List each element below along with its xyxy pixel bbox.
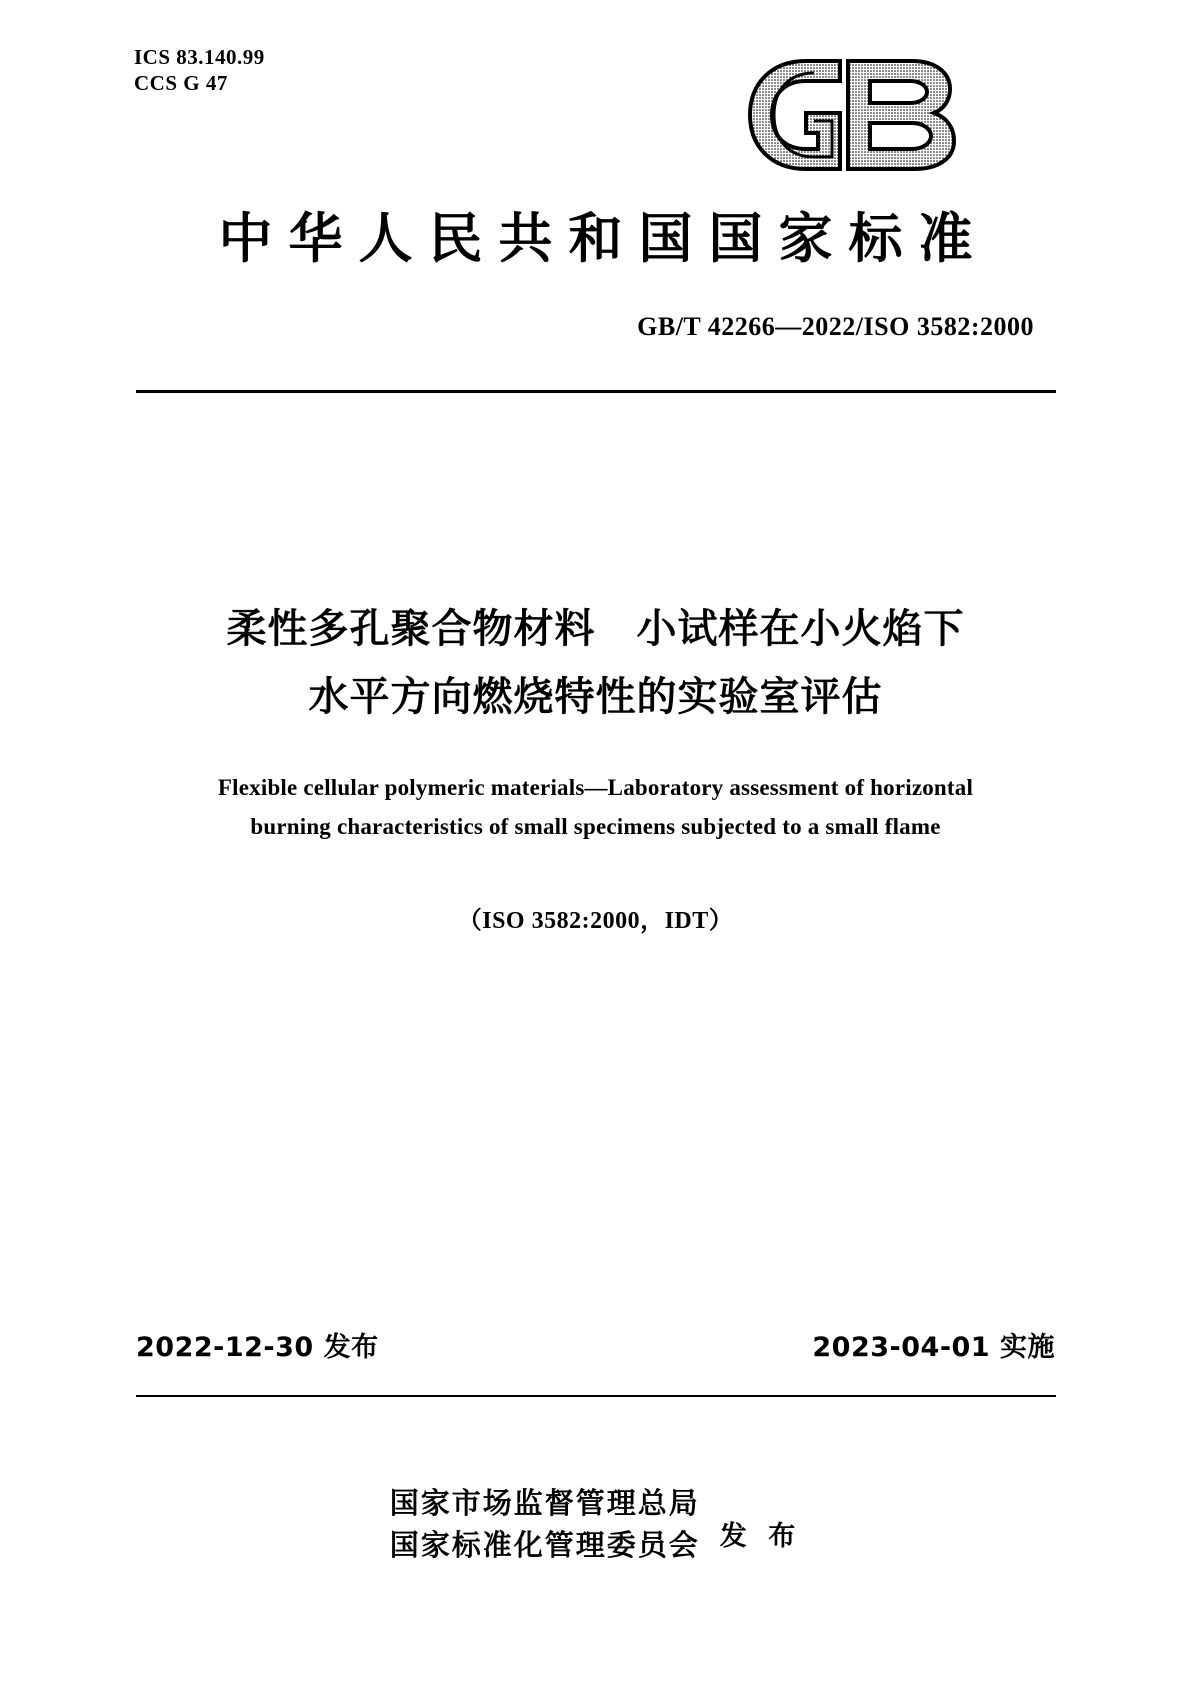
issuer-line-1: 国家市场监督管理总局	[389, 1486, 700, 1520]
divider-top	[136, 390, 1056, 393]
document-title-en-line1: Flexible cellular polymeric materials—Laboratory assessment of horizontal	[217, 775, 974, 800]
divider-bottom	[136, 1395, 1056, 1397]
gb-emblem-icon	[744, 55, 979, 175]
ics-code: ICS 83.140.99	[134, 45, 265, 69]
release-date: 2022-12-30 发布	[136, 1332, 379, 1363]
classification-codes	[134, 44, 265, 96]
issuer-block	[0, 1482, 1191, 1566]
iso-correspondence: （ISO 3582:2000，IDT）	[457, 908, 734, 934]
ccs-code: CCS G 47	[134, 71, 228, 95]
effective-date: 2023-04-01 实施	[812, 1332, 1055, 1363]
issue-verb: 发 布	[719, 1520, 802, 1552]
standard-number: GB/T 42266—2022/ISO 3582:2000	[637, 312, 1034, 341]
issuer-line-2: 国家标准化管理委员会	[389, 1528, 700, 1562]
document-title-cn	[0, 595, 1191, 731]
document-title-en-line2: burning characteristics of small specimens subjected to a small flame	[250, 814, 941, 839]
document-title-cn-line2: 水平方向燃烧特性的实验室评估	[308, 674, 883, 720]
national-standard-title: 中华人民共和国国家标准	[218, 207, 989, 270]
document-title-cn-line1: 柔性多孔聚合物材料 小试样在小火焰下	[226, 606, 965, 652]
issuer-names	[390, 1482, 700, 1566]
document-title-en	[0, 768, 1191, 846]
